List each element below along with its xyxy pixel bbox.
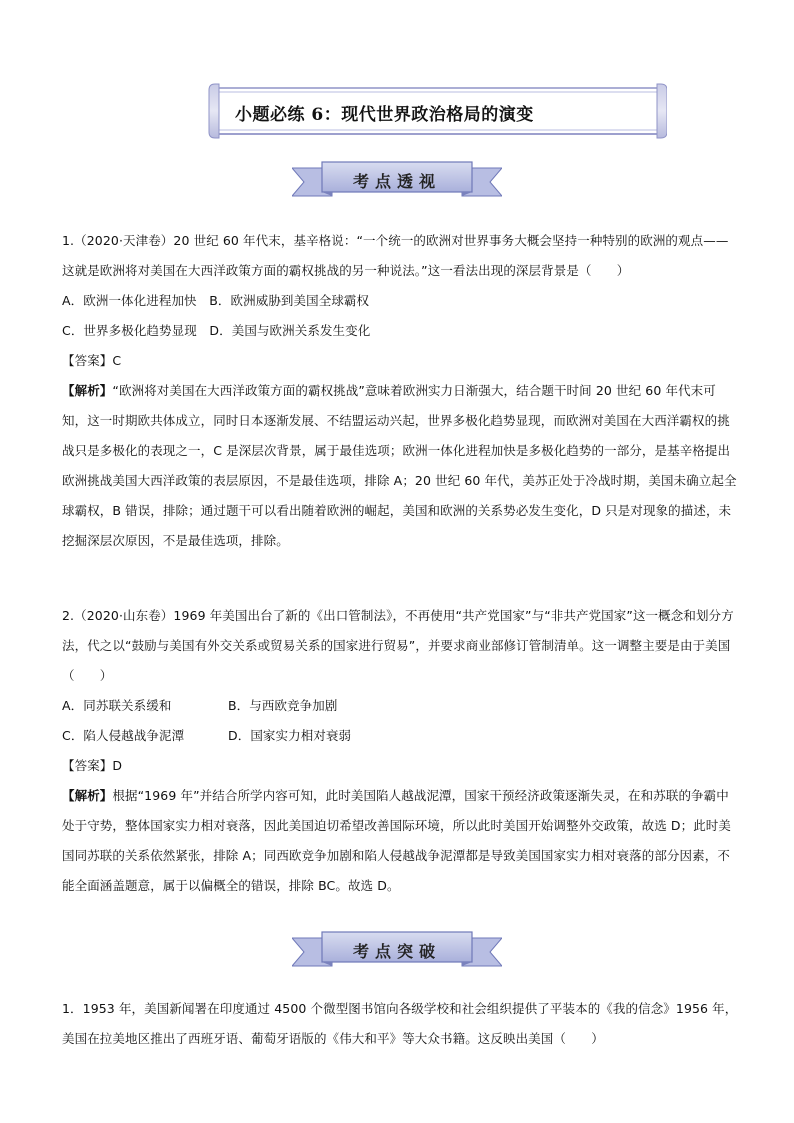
section-banner-kaodian-toushi bbox=[292, 158, 502, 202]
title-banner bbox=[205, 80, 667, 142]
option-a: A．同苏联关系缓和 bbox=[62, 698, 172, 713]
analysis bbox=[62, 376, 738, 556]
options-cd bbox=[62, 721, 738, 751]
question-stem: 2.（2020·山东卷）1969 年美国出台了新的《出口管制法》，不再使用“共产党国家”与“非共产党国家”这一概念和划分方法，代之以“鼓励与美国有外交关系或贸易关系的国家进行贸易”，并要求商业部修订管制清单。这一调整主要是由于美国（ ） bbox=[62, 608, 734, 683]
answer: 【答案】C bbox=[62, 353, 122, 368]
options-ab: A．欧洲一体化进程加快 B．欧洲威胁到美国全球霸权 bbox=[62, 293, 370, 308]
answer: 【答案】D bbox=[62, 758, 123, 773]
practice-question-1 bbox=[62, 994, 738, 1054]
section-title: 考点突破 bbox=[352, 942, 441, 961]
analysis-label: 【解析】 bbox=[62, 788, 113, 803]
analysis-label: 【解析】 bbox=[62, 383, 113, 398]
analysis-text: 根据“1969 年”并结合所学内容可知，此时美国陷人越战泥潭，国家干预经济政策逐渐失灵，在和苏联的争霸中处于守势，整体国家实力相对衰落，因此美国迫切希望改善国际环境，所以此时美国开始调整外交政策，故选 D；此时美国同苏联的关系依然紧张，排除 A；同西欧竞争加剧和陷人侵越战争泥潭都是导致美国国家实力相对衰落的部分因素，不能全面涵盖题意，属于以偏概全的错误，排除 BC。故选 D。 bbox=[62, 788, 732, 893]
question-stem: 1．1953 年，美国新闻署在印度通过 4500 个微型图书馆向各级学校和社会组织提供了平装本的《我的信念》1956 年，美国在拉美地区推出了西班牙语、葡萄牙语版的《伟大和平》等大众书籍。这反映出美国（ ） bbox=[62, 1001, 738, 1046]
options-ab bbox=[62, 691, 738, 721]
question-stem: 1.（2020·天津卷）20 世纪 60 年代末，基辛格说：“一个统一的欧洲对世界事务大概会坚持一种特别的欧洲的观点——这就是欧洲将对美国在大西洋政策方面的霸权挑战的另一种说法。”这一看法出现的深层背景是（ ） bbox=[62, 233, 729, 278]
section-title: 考点透视 bbox=[352, 172, 441, 191]
page-title: 小题必练 6：现代世界政治格局的演变 bbox=[235, 105, 534, 125]
option-d: D．国家实力相对衰弱 bbox=[228, 728, 352, 743]
analysis-text: “欧洲将对美国在大西洋政策方面的霸权挑战”意味着欧洲实力日渐强大，结合题干时间 20 世纪 60 年代末可知，这一时期欧共体成立，同时日本逐渐发展、不结盟运动兴起，世界多极化趋势显现，而欧洲对美国在大西洋霸权的挑战只是多极化的表现之一，C 是深层次背景，属于最佳选项；欧洲一体化进程加快是多极化趋势的一部分，是基辛格提出欧洲挑战美国大西洋政策的表层原因，不是最佳选项，排除 A；20 世纪 60 年代，美苏正处于冷战时期，美国未确立起全球霸权，B 错误，排除；通过题干可以看出随着欧洲的崛起，美国和欧洲的关系势必发生变化，D 只是对现象的描述，未挖掘深层次原因，不是最佳选项，排除。 bbox=[62, 383, 737, 548]
section-banner-kaodian-tupo bbox=[292, 928, 502, 972]
option-b: B．与西欧竞争加剧 bbox=[228, 698, 338, 713]
option-c: C．陷人侵越战争泥潭 bbox=[62, 728, 185, 743]
question-2 bbox=[62, 601, 738, 901]
analysis bbox=[62, 781, 738, 901]
options-cd: C．世界多极化趋势显现 D．美国与欧洲关系发生变化 bbox=[62, 323, 371, 338]
question-1 bbox=[62, 226, 738, 556]
